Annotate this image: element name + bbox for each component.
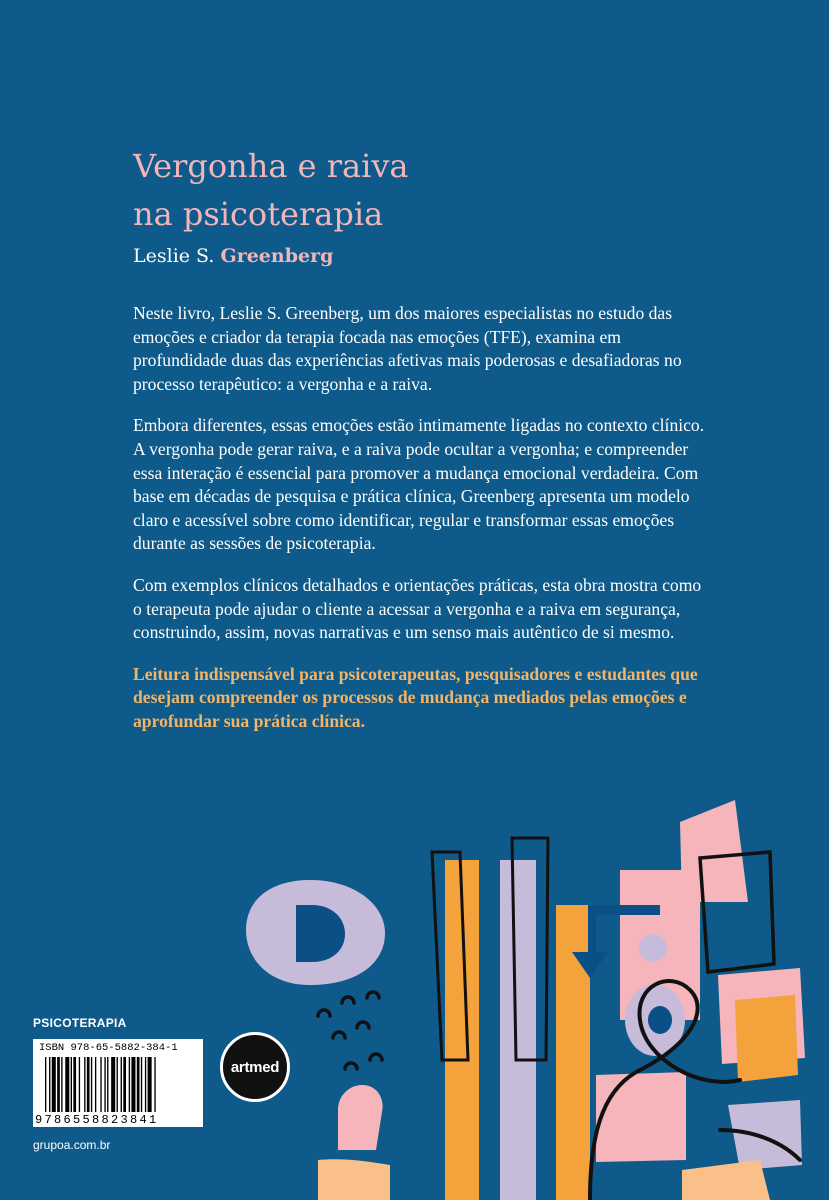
title-line-1: Vergonha e raiva	[133, 147, 409, 185]
synopsis-paragraph-2: Embora diferentes, essas emoções estão intimamente ligadas no contexto clínico. A vergonha pode gerar raiva, e a raiva pode ocultar a vergonha; e compreender essa interação é essencial para promover a mudança emocional verdadeira. Com base em décadas de pesquisa e prática clínica, Greenberg apresenta um modelo claro e acessível sobre como identificar, regular e transformar essas emoções durante as sessões de psicoterapia.	[133, 415, 705, 554]
author-surname: Greenberg	[220, 245, 334, 267]
barcode	[33, 1039, 203, 1127]
pink-blob-shape	[338, 1085, 383, 1150]
barcode-bar	[100, 1057, 101, 1112]
barcode-bar	[65, 1057, 69, 1112]
publisher-logo-text: artmed	[230, 1058, 280, 1076]
lavender-circle	[639, 934, 667, 962]
website-url: grupoa.com.br	[33, 1138, 111, 1152]
barcode-bar	[154, 1057, 155, 1112]
pink-block-lower	[596, 1072, 686, 1162]
barcode-bar	[137, 1057, 140, 1112]
barcode-bar	[91, 1057, 92, 1112]
isbn-label: ISBN 978-65-5882-384-1	[39, 1042, 178, 1054]
category-label: PSICOTERAPIA	[33, 1016, 127, 1030]
barcode-bar	[123, 1057, 126, 1112]
barcode-bar	[95, 1057, 96, 1112]
barcode-bar	[145, 1057, 146, 1112]
synopsis-paragraph-1: Neste livro, Leslie S. Greenberg, um dos maiores especialistas no estudo das emoções e criador da terapia focada nas emoções (TFE), examina em profundidade duas das experiências afetivas mais poderosas e desafiadoras no processo terapêutico: a vergonha e a raiva.	[133, 303, 682, 394]
barcode-bar	[61, 1057, 62, 1112]
barcode-bar	[49, 1057, 50, 1112]
barcode-bar	[148, 1057, 152, 1112]
barcode-bar	[57, 1057, 60, 1112]
barcode-bar	[129, 1057, 130, 1112]
blue-lens-center	[648, 1006, 672, 1034]
title-line-2: na psicoterapia	[133, 195, 384, 233]
peach-block-lower	[682, 1160, 770, 1200]
peach-rect-shape	[318, 1159, 390, 1200]
barcode-bar	[45, 1057, 46, 1112]
barcode-bar	[107, 1057, 108, 1112]
barcode-bar	[84, 1057, 85, 1112]
synopsis-paragraph-3: Com exemplos clínicos detalhados e orientações práticas, esta obra mostra como o terapeuta pode ajudar o cliente a acessar a vergonha e a raiva em segurança, construindo, assim, novas narrativas e um senso mais autêntico de si mesmo.	[133, 574, 702, 643]
synopsis-highlight: Leitura indispensável para psicoterapeutas, pesquisadores e estudantes que desejam compreender os processos de mudança mediados pelas emoções e aprofundar sua prática clínica.	[133, 663, 698, 731]
orange-block-right	[735, 995, 798, 1082]
artmed-logo	[220, 1032, 290, 1102]
barcode-bar	[131, 1057, 135, 1112]
lavender-block-lower	[728, 1100, 802, 1170]
barcode-bar	[52, 1057, 56, 1112]
barcode-bar	[141, 1057, 142, 1112]
barcode-bar	[73, 1057, 76, 1112]
barcode-bar	[121, 1057, 122, 1112]
barcode-bar	[117, 1057, 118, 1112]
lavender-pillar	[500, 860, 536, 1200]
barcode-bar	[104, 1057, 105, 1112]
ean-digits: 9786558823841	[35, 1113, 159, 1127]
barcode-bar	[87, 1057, 90, 1112]
orange-pillar-right	[556, 905, 590, 1200]
arc-dots-pattern	[318, 992, 382, 1069]
barcode-bar	[79, 1057, 80, 1112]
barcode-bar	[111, 1057, 115, 1112]
barcode-bar	[71, 1057, 72, 1112]
author-given-name: Leslie S.	[133, 245, 215, 267]
